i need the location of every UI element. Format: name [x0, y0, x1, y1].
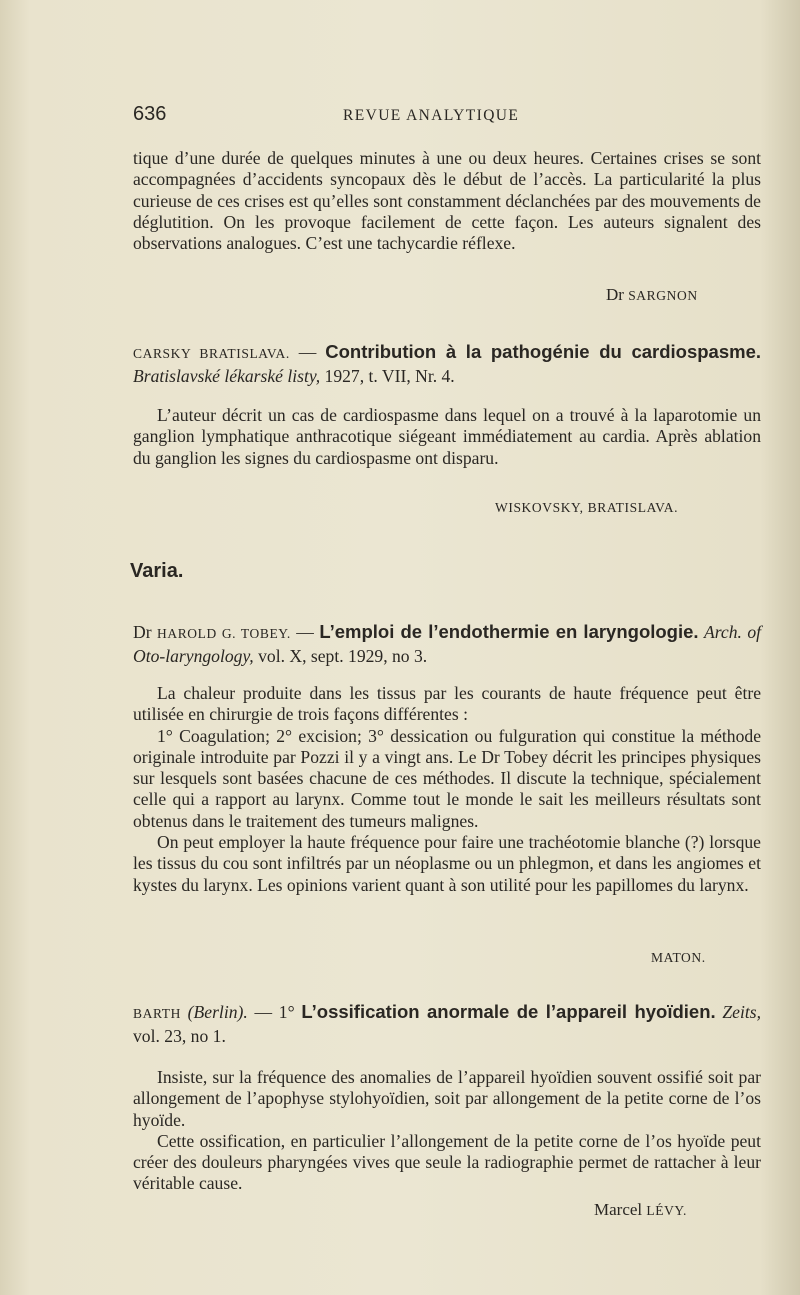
running-title: REVUE ANALYTIQUE — [343, 107, 520, 124]
author-prefix: Dr — [133, 622, 152, 642]
carsky-body-text: L’auteur décrit un cas de cardiospasme dans lequel on a trouvé à la laparotomie un ganglion lymphatique anthracotique siégeant immédiatement au cardia. Après ablation du ganglion les signes du cardiospasme ont disparu. — [133, 405, 761, 468]
sig-maton-name: MATON. — [651, 950, 706, 965]
tobey-paragraph-3: On peut employer la haute fréquence pour faire une trachéotomie blanche (?) lorsque les tissus du cou sont infiltrés par un néoplasme ou un phlegmon, et dans les angiomes et kystes du larynx. Les opinions varient quant à son utilité pour les papillomes du larynx. — [133, 832, 761, 895]
abstract-carsky-body — [133, 405, 761, 469]
sig-wiskovsky-name: WISKOVSKY, BRATISLAVA. — [495, 500, 679, 515]
barth-paragraph-1: Insiste, sur la fréquence des anomalies de l’appareil hyoïdien souvent ossifié soit par allongement de l’apophyse stylohyoïdien, soit par allongement de la petite corne de l’os hyoïde. — [133, 1067, 761, 1130]
signature-sargnon — [606, 285, 698, 305]
barth-paragraph-2: Cette ossification, en particulier l’allongement de la petite corne de l’os hyoïde peut créer des douleurs pharyngées vives que seule la radiographie permet de rattacher à leur véritable cause. — [133, 1130, 761, 1194]
source-tobey: Arch. of Oto-laryngology, — [133, 622, 762, 666]
abstract-continuation-text: tique d’une durée de quelques minutes à une ou deux heures. Certaines crises se sont accompagnées d’accidents syncopaux dès le début de l’accès. La particularité la plus curieuse de ces crises est qu’elles sont constamment déclanchées par des mouvements de déglutition. On les provoque facilement de cette façon. Les auteurs signalent des observations analogues. C’est une tachycardie réflexe. — [133, 148, 761, 254]
separator: — 1° — [247, 1002, 302, 1022]
signature-wiskovsky — [495, 497, 678, 517]
abstract-tobey-body — [133, 683, 761, 896]
source-barth: Zeits, — [722, 1002, 761, 1022]
ref-tobey: vol. X, sept. 1929, no 3. — [253, 646, 428, 666]
abstract-continuation — [133, 148, 761, 254]
abstract-carsky-heading — [133, 340, 761, 388]
page-header — [133, 103, 763, 129]
title-carsky: Contribution à la pathogénie du cardiospasme. — [325, 341, 762, 362]
title-tobey: L’emploi de l’endothermie en laryngologie. — [319, 621, 699, 642]
abstract-barth-heading — [133, 1000, 761, 1048]
location-barth: (Berlin). — [187, 1002, 248, 1022]
sig-levy-last: LÉVY. — [646, 1203, 688, 1218]
page-number: 636 — [133, 103, 167, 125]
author-tobey: HAROLD G. TOBEY. — [157, 626, 291, 641]
ref-barth: vol. 23, no 1. — [133, 1026, 226, 1046]
abstract-barth-body — [133, 1067, 761, 1195]
separator: — — [290, 622, 320, 642]
author-barth: BARTH — [133, 1006, 181, 1021]
signature-maton — [651, 947, 706, 967]
tobey-paragraph-2: 1° Coagulation; 2° excision; 3° dessication ou fulguration qui constitue la méthode originale introduite par Pozzi il y a vingt ans. Le Dr Tobey décrit les principes physiques sur lesquels sont basées chacune de ces méthodes. Il discute la technique, spécialement celle qui a rapport au larynx. Comme tout le monde le sait les meilleurs résultats sont obtenus dans le traitement des tumeurs malignes. — [133, 725, 761, 831]
signature-levy — [594, 1200, 687, 1220]
author-carsky: CARSKY BRATISLAVA. — [133, 346, 290, 361]
abstract-tobey-heading — [133, 620, 761, 668]
title-barth: L’ossification anormale de l’appareil hyoïdien. — [301, 1001, 716, 1022]
sig-levy-first: Marcel — [594, 1200, 643, 1219]
separator: — — [289, 342, 326, 362]
sig-name: SARGNON — [628, 288, 698, 303]
tobey-paragraph-1: La chaleur produite dans les tissus par les courants de haute fréquence peut être utilisée en chirurgie de trois façons différentes : — [133, 683, 761, 725]
ref-carsky: 1927, t. VII, Nr. 4. — [320, 366, 455, 386]
source-carsky: Bratislavské lékarské listy, — [133, 366, 321, 386]
sig-prefix: Dr — [606, 285, 624, 304]
section-title-varia: Varia. — [130, 560, 184, 582]
